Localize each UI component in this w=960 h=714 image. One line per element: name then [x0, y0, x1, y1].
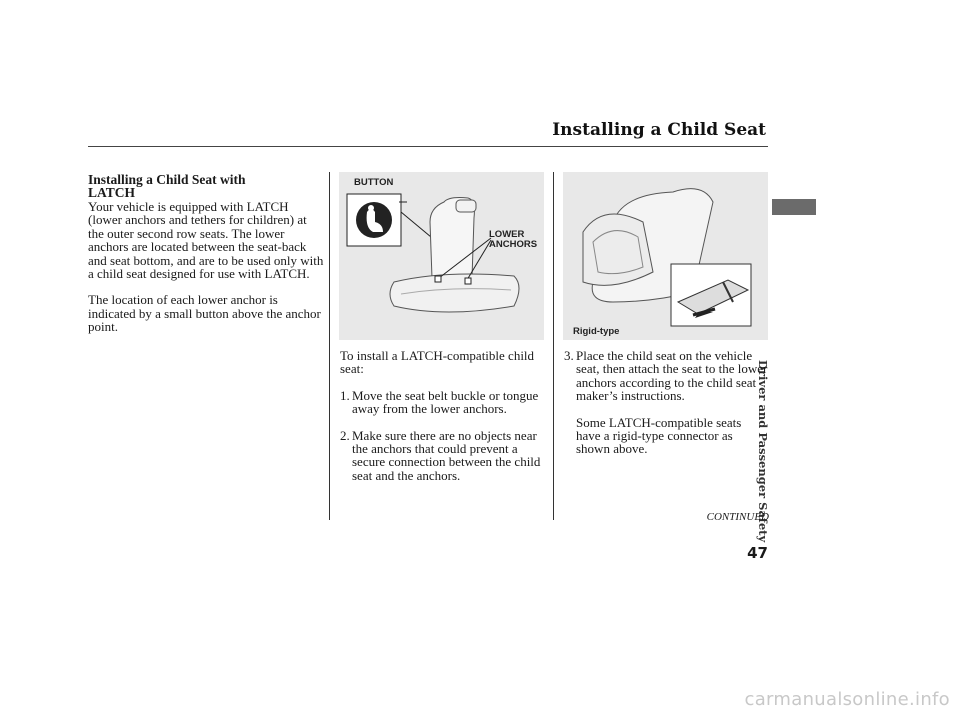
rigid-connector-illustration — [563, 172, 768, 340]
step-text: Move the seat belt buckle or tongue away from the lower anchors. — [352, 387, 539, 417]
list-item — [340, 429, 550, 483]
button-label: BUTTON — [354, 177, 394, 188]
right-column — [564, 349, 768, 456]
step-number: 2. — [340, 427, 350, 443]
left-column — [88, 173, 324, 334]
step-text: Place the child seat on the vehicle seat, then attach the seat to the lower anchors according to the child seat maker’s instructions. — [576, 348, 768, 404]
column-divider-right — [553, 172, 554, 520]
section-tab-marker — [772, 199, 816, 215]
continued-label: CONTINUED — [706, 511, 769, 523]
page-title: Installing a Child Seat — [552, 120, 766, 140]
step-number: 1. — [340, 387, 350, 403]
anchor-location-paragraph: The location of each lower anchor is indicated by a small button above the anchor point. — [88, 292, 321, 335]
step-number: 3. — [564, 348, 574, 363]
middle-column — [340, 349, 550, 482]
rigid-connector-note: Some LATCH-compatible seats have a rigid-type connector as shown above. — [576, 414, 742, 457]
section-heading: Installing a Child Seat with LATCH — [88, 172, 246, 200]
column-divider-left — [329, 172, 330, 520]
list-item — [340, 389, 550, 416]
intro-paragraph: Your vehicle is equipped with LATCH (lower anchors and tethers for children) at the outer second row seats. The lower anchors are located between the seat-back and seat bottom, and are to be used only with a child seat designed for use with LATCH. — [88, 199, 324, 282]
list-item — [564, 349, 768, 403]
step-text: Make sure there are no objects near the anchors that could prevent a secure connection between the child seat and the anchors. — [352, 427, 541, 483]
seat-anchor-illustration — [339, 172, 544, 340]
child-seat-illustration-icon — [563, 172, 768, 340]
rigid-type-label: Rigid-type — [573, 326, 620, 337]
watermark: carmanualsonline.info — [744, 689, 950, 710]
install-intro: To install a LATCH-compatible child seat: — [340, 348, 535, 377]
page-number: 47 — [747, 544, 768, 562]
title-divider — [88, 146, 768, 147]
lower-anchors-label: LOWER ANCHORS — [489, 229, 538, 250]
seat-illustration-icon — [339, 172, 544, 340]
section-side-label: Driver and Passenger Safety — [756, 360, 770, 543]
